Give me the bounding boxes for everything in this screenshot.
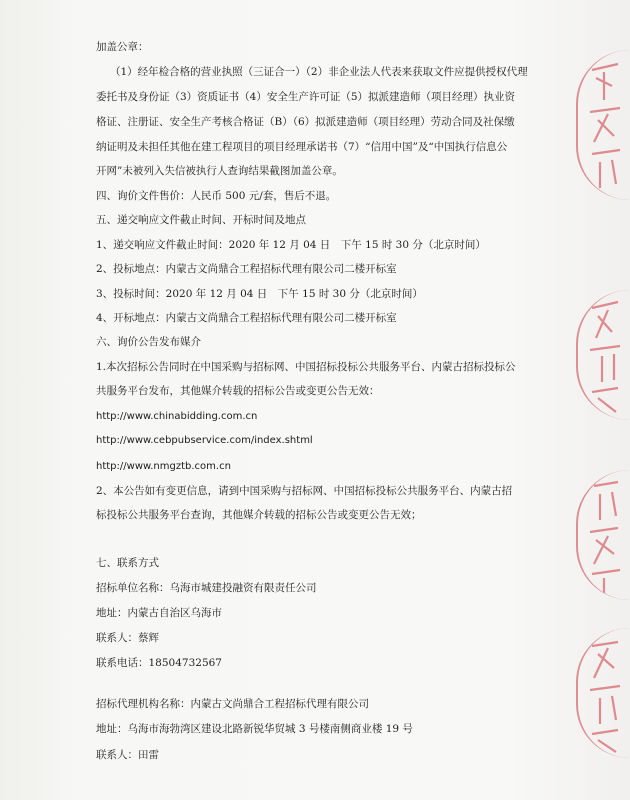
section-6-heading: 六、询价公告发布媒介 [96, 336, 201, 348]
bid-location-line: 2、投标地点：内蒙古文尚鼎合工程招标代理有限公司二楼开标室 [96, 263, 397, 275]
section-5-heading: 五、递交响应文件截止时间、开标时间及地点 [96, 214, 306, 226]
requirement-line-5: 开网”未被列入失信被执行人查询结果截图加盖公章。 [96, 165, 343, 177]
url-cebpubservice: http://www.cebpubservice.com/index.shtml [96, 435, 313, 446]
agency-address: 地址：乌海市海勃湾区建设北路新锐华贸城 3 号楼南侧商业楼 19 号 [96, 723, 413, 735]
agency-name: 招标代理机构名称：内蒙古文尚鼎合工程招标代理有限公司 [96, 698, 369, 710]
url-nmgztb: http://www.nmgztb.com.cn [96, 461, 231, 472]
url-chinabidding: http://www.chinabidding.com.cn [96, 411, 258, 422]
requirement-line-3: 格证、注册证、安全生产考核合格证（B）（6）拟派建造师（项目经理）劳动合同及社保缴 [96, 116, 515, 128]
tenderer-name: 招标单位名称：乌海市城建投融资有限责任公司 [96, 582, 317, 594]
change-notice-line-2: 标投标公共服务平台查询，其他媒介转载的招标公告或变更公告无效； [96, 509, 422, 521]
seal-stamp-lower [576, 470, 630, 600]
seal-stamp-bottom [576, 628, 630, 758]
section-7-heading: 七、联系方式 [96, 557, 159, 569]
media-line-1: 1.本次招标公告同时在中国采购与招标网、中国招标投标公共服务平台、内蒙古招标投标公 [96, 361, 516, 373]
tenderer-contact: 联系人：蔡辉 [96, 632, 159, 644]
deadline-line: 1、递交响应文件截止时间：2020 年 12 月 04 日 下午 15 时 30 分（北京时间） [96, 239, 486, 251]
change-notice-line-1: 2、本公告如有变更信息，请到中国采购与招标网、中国招标投标公共服务平台、内蒙古招 [96, 485, 513, 497]
seal-stamp-top [576, 50, 630, 200]
tenderer-address: 地址：内蒙古自治区乌海市 [96, 607, 222, 619]
agency-contact: 联系人：田雷 [96, 749, 159, 761]
requirement-line-4: 纳证明及未担任其他在建工程项目的项目经理承诺书（7）“信用中国”及“中国执行信息公 [96, 141, 508, 153]
seal-stamp-middle [576, 290, 630, 420]
stamp-heading: 加盖公章： [96, 41, 149, 53]
requirement-line-2: 委托书及身份证（3）资质证书（4）安全生产许可证（5）拟派建造师（项目经理）执业资 [96, 91, 516, 103]
bid-time-line: 3、投标时间：2020 年 12 月 04 日 下午 15 时 30 分（北京时间） [96, 288, 423, 300]
requirement-line-1: （1）经年检合格的营业执照（三证合一）（2）非企业法人代表来获取文件应提供授权代理 [110, 66, 528, 78]
section-4-price: 四、询价文件售价：人民币 500 元/套，售后不退。 [96, 190, 337, 202]
opening-location-line: 4、开标地点：内蒙古文尚鼎合工程招标代理有限公司二楼开标室 [96, 312, 397, 324]
tenderer-phone: 联系电话：18504732567 [96, 657, 222, 669]
media-line-2: 共服务平台发布，其他媒介转载的招标公告或变更公告无效： [96, 385, 380, 397]
